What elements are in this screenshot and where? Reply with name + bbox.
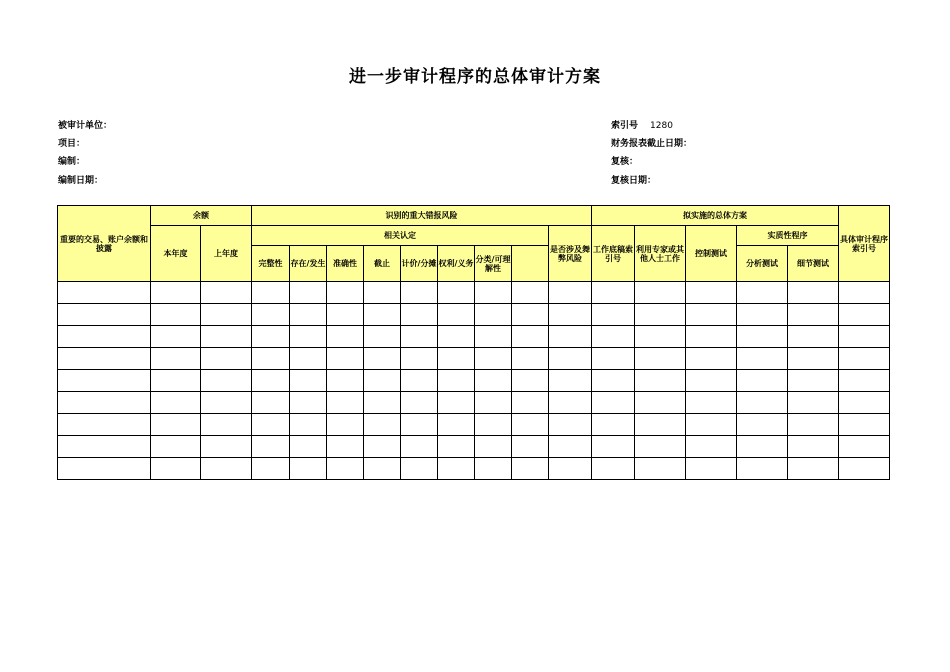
table-cell (475, 458, 512, 480)
table-cell (592, 414, 635, 436)
table-cell (327, 326, 364, 348)
table-cell (475, 414, 512, 436)
header-expert-work: 利用专家或其他人士工作 (635, 226, 686, 282)
table-cell (788, 414, 839, 436)
report-date-label: 财务报表截止日期： (611, 139, 693, 149)
table-cell (438, 304, 475, 326)
header-prior-year: 上年度 (201, 226, 252, 282)
table-cell (438, 392, 475, 414)
table-cell (201, 458, 252, 480)
table-cell (686, 436, 737, 458)
prepared-date-label: 编制日期： (58, 176, 104, 186)
table-cell (364, 436, 401, 458)
table-cell (839, 304, 890, 326)
table-cell (58, 392, 151, 414)
table-cell (58, 282, 151, 304)
table-cell (592, 392, 635, 414)
table-cell (58, 436, 151, 458)
header-cutoff: 截止 (364, 246, 401, 282)
table-row (58, 458, 890, 480)
project-label: 项目： (58, 139, 86, 149)
table-cell (737, 392, 788, 414)
header-valuation: 计价/分摊 (401, 246, 438, 282)
table-row (58, 326, 890, 348)
table-cell (290, 458, 327, 480)
table-cell (438, 370, 475, 392)
reviewer-label: 复核： (611, 157, 639, 167)
table-cell (635, 326, 686, 348)
table-cell (201, 348, 252, 370)
table-cell (401, 326, 438, 348)
table-cell (58, 458, 151, 480)
header-detail-test: 细节测试 (788, 246, 839, 282)
table-cell (635, 348, 686, 370)
table-cell (549, 392, 592, 414)
header-accuracy: 准确性 (327, 246, 364, 282)
table-cell (512, 348, 549, 370)
table-row (58, 304, 890, 326)
table-cell (438, 282, 475, 304)
index-number-label: 索引号 (611, 121, 639, 131)
table-cell (475, 436, 512, 458)
table-cell (252, 348, 290, 370)
table-cell (475, 326, 512, 348)
table-cell (737, 414, 788, 436)
header-current-year: 本年度 (151, 226, 201, 282)
header-workpaper-index: 工作底稿索引号 (592, 226, 635, 282)
header-procedure-index: 具体审计程序索引号 (839, 206, 890, 282)
header-blank (512, 246, 549, 282)
table-cell (737, 370, 788, 392)
table-cell (475, 282, 512, 304)
table-cell (592, 304, 635, 326)
table-cell (252, 414, 290, 436)
index-number-value: 1280 (650, 121, 673, 131)
header-rights: 权利/义务 (438, 246, 475, 282)
table-cell (401, 348, 438, 370)
table-cell (201, 436, 252, 458)
table-cell (839, 370, 890, 392)
table-cell (512, 326, 549, 348)
table-row (58, 436, 890, 458)
table-cell (252, 282, 290, 304)
table-cell (512, 436, 549, 458)
table-cell (364, 282, 401, 304)
table-cell (839, 326, 890, 348)
header-risk: 识别的重大错报风险 (252, 206, 592, 226)
table-cell (58, 370, 151, 392)
table-cell (327, 348, 364, 370)
table-cell (475, 370, 512, 392)
table-cell (252, 392, 290, 414)
table-cell (201, 326, 252, 348)
table-cell (327, 304, 364, 326)
table-cell (364, 370, 401, 392)
table-cell (686, 414, 737, 436)
table-cell (401, 304, 438, 326)
table-cell (635, 304, 686, 326)
table-cell (686, 348, 737, 370)
table-cell (512, 282, 549, 304)
table-cell (635, 370, 686, 392)
table-cell (512, 392, 549, 414)
table-cell (151, 282, 201, 304)
table-cell (327, 392, 364, 414)
header-analytical-test: 分析测试 (737, 246, 788, 282)
table-cell (686, 458, 737, 480)
table-cell (839, 458, 890, 480)
table-cell (401, 414, 438, 436)
table-cell (686, 392, 737, 414)
table-cell (549, 304, 592, 326)
table-cell (438, 414, 475, 436)
table-cell (788, 282, 839, 304)
table-cell (737, 436, 788, 458)
table-cell (364, 458, 401, 480)
table-cell (475, 304, 512, 326)
table-cell (151, 392, 201, 414)
table-cell (839, 282, 890, 304)
table-cell (635, 436, 686, 458)
table-cell (438, 436, 475, 458)
table-cell (401, 282, 438, 304)
table-cell (839, 414, 890, 436)
header-classification: 分类/可理解性 (475, 246, 512, 282)
table-cell (549, 414, 592, 436)
table-cell (788, 370, 839, 392)
table-cell (290, 370, 327, 392)
table-cell (151, 348, 201, 370)
table-cell (201, 304, 252, 326)
table-cell (290, 414, 327, 436)
table-cell (592, 348, 635, 370)
table-cell (549, 436, 592, 458)
table-cell (592, 436, 635, 458)
table-cell (58, 414, 151, 436)
table-cell (475, 348, 512, 370)
review-date-label: 复核日期： (611, 176, 657, 186)
table-cell (151, 304, 201, 326)
table-cell (151, 414, 201, 436)
table-cell (151, 458, 201, 480)
table-cell (151, 436, 201, 458)
table-cell (151, 370, 201, 392)
table-cell (512, 414, 549, 436)
table-row (58, 370, 890, 392)
table-cell (364, 392, 401, 414)
table-cell (290, 436, 327, 458)
table-cell (788, 326, 839, 348)
table-cell (737, 304, 788, 326)
table-row (58, 414, 890, 436)
table-cell (438, 326, 475, 348)
table-cell (512, 370, 549, 392)
prepared-by-label: 编制： (58, 157, 86, 167)
table-cell (364, 348, 401, 370)
table-cell (401, 458, 438, 480)
table-cell (839, 392, 890, 414)
table-cell (290, 392, 327, 414)
table-cell (788, 436, 839, 458)
table-cell (252, 370, 290, 392)
table-cell (737, 458, 788, 480)
table-cell (788, 348, 839, 370)
table-cell (635, 458, 686, 480)
table-cell (788, 458, 839, 480)
table-cell (839, 436, 890, 458)
table-cell (686, 370, 737, 392)
table-cell (549, 282, 592, 304)
table-row (58, 392, 890, 414)
table-cell (438, 348, 475, 370)
table-cell (201, 282, 252, 304)
table-cell (438, 458, 475, 480)
table-cell (592, 458, 635, 480)
table-cell (475, 392, 512, 414)
index-number (611, 118, 673, 131)
table-cell (635, 282, 686, 304)
audit-plan-table (57, 205, 890, 480)
table-cell (58, 304, 151, 326)
table-cell (635, 392, 686, 414)
header-substantive: 实质性程序 (737, 226, 839, 246)
table-cell (252, 326, 290, 348)
table-cell (252, 436, 290, 458)
table-cell (290, 348, 327, 370)
table-cell (737, 326, 788, 348)
table-cell (549, 458, 592, 480)
header-transaction: 重要的交易、账户余额和披露 (58, 206, 151, 282)
header-completeness: 完整性 (252, 246, 290, 282)
table-cell (201, 414, 252, 436)
table-cell (788, 304, 839, 326)
table-cell (201, 370, 252, 392)
page-title: 进一步审计程序的总体审计方案 (349, 67, 601, 87)
table-cell (635, 414, 686, 436)
table-cell (364, 414, 401, 436)
table-cell (549, 370, 592, 392)
table-cell (512, 458, 549, 480)
table-cell (686, 304, 737, 326)
table-cell (686, 282, 737, 304)
table-cell (201, 392, 252, 414)
table-cell (327, 436, 364, 458)
table-cell (512, 304, 549, 326)
table-cell (151, 326, 201, 348)
header-assertion: 相关认定 (252, 226, 549, 246)
table-cell (788, 392, 839, 414)
table-cell (839, 348, 890, 370)
audited-unit-label: 被审计单位： (58, 121, 113, 131)
table-cell (737, 282, 788, 304)
table-cell (252, 458, 290, 480)
table-cell (327, 458, 364, 480)
header-plan: 拟实施的总体方案 (592, 206, 839, 226)
table-cell (364, 304, 401, 326)
table-cell (58, 326, 151, 348)
table-cell (327, 282, 364, 304)
table-cell (401, 436, 438, 458)
table-cell (401, 392, 438, 414)
header-control-test: 控制测试 (686, 226, 737, 282)
table-cell (592, 370, 635, 392)
table-cell (290, 304, 327, 326)
table-cell (327, 414, 364, 436)
table-row (58, 348, 890, 370)
header-fraud-risk: 是否涉及舞弊风险 (549, 226, 592, 282)
table-cell (592, 326, 635, 348)
table-cell (364, 326, 401, 348)
table-row (58, 282, 890, 304)
table-cell (58, 348, 151, 370)
table-cell (686, 326, 737, 348)
table-cell (252, 304, 290, 326)
table-cell (737, 348, 788, 370)
table-cell (401, 370, 438, 392)
table-cell (549, 326, 592, 348)
table-cell (549, 348, 592, 370)
header-existence: 存在/发生 (290, 246, 327, 282)
table-cell (592, 282, 635, 304)
table-cell (290, 326, 327, 348)
table-cell (327, 370, 364, 392)
header-balance: 余额 (151, 206, 252, 226)
table-cell (290, 282, 327, 304)
